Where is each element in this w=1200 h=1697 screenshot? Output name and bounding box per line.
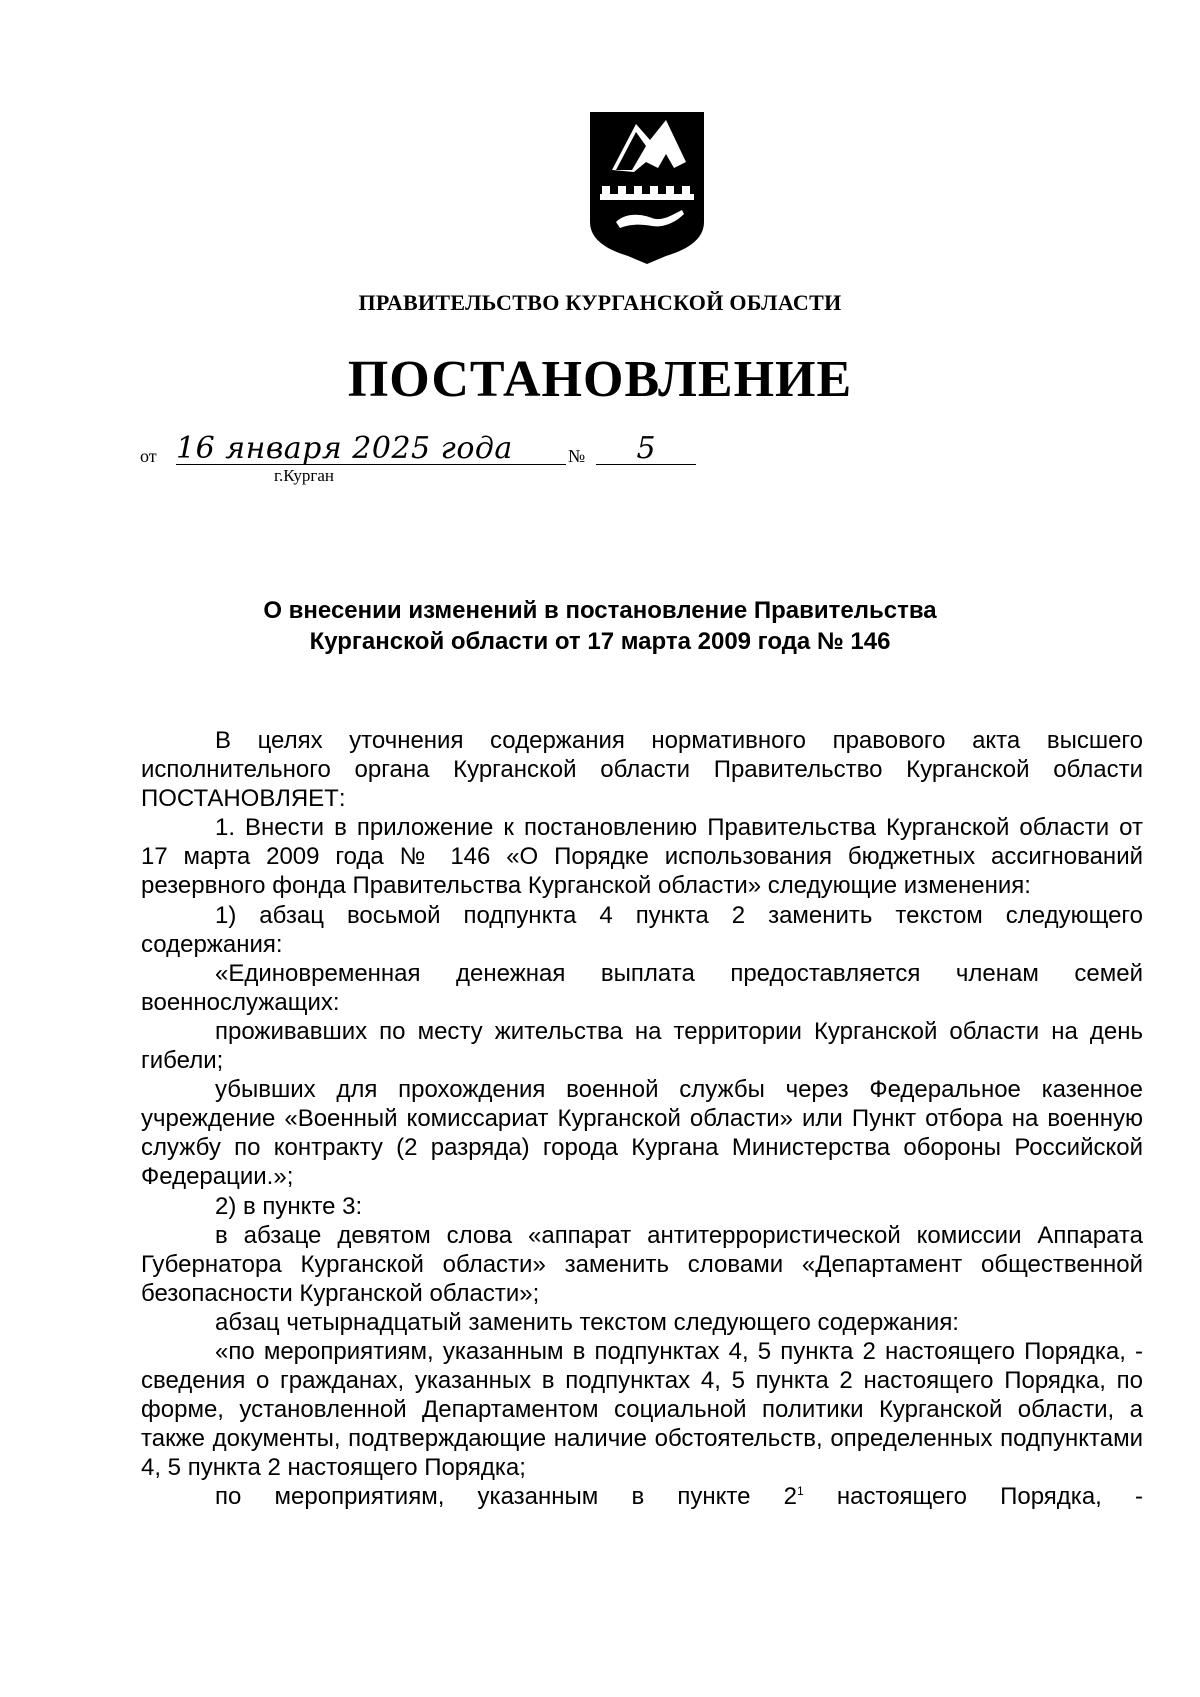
document-city: г.Курган <box>274 466 334 485</box>
paragraph: в абзаце девятом слова «аппарат антитеррористической комиссии Аппарата Губернатора Курганской области» заменить словами «Департамент общественной безопасности Курганской области»; <box>141 1221 1143 1307</box>
document-subject <box>150 595 1050 657</box>
paragraph: абзац четырнадцатый заменить текстом следующего содержания: <box>215 1308 959 1336</box>
document-date: 16 января 2025 года <box>176 434 566 465</box>
document-meta <box>140 431 660 485</box>
paragraph: 2) в пункте 3: <box>215 1192 363 1220</box>
government-name: ПРАВИТЕЛЬСТВО КУРГАНСКОЙ ОБЛАСТИ <box>358 290 842 315</box>
paragraph: 1) абзац восьмой подпункта 4 пункта 2 заменить текстом следующего содержания: <box>141 901 1143 958</box>
date-prefix: от <box>140 446 157 466</box>
paragraph <box>141 1482 1143 1511</box>
paragraph: «по мероприятиям, указанным в подпунктах 4, 5 пункта 2 настоящего Порядка, - сведения о гражданах, указанных в подпунктах 4, 5 пункта 2 настоящего Порядка, по форме, установленной Департаментом социальной политики Курганской области, а также документы, подтверждающие наличие обстоятельств, определенных подпунктами 4, 5 пункта 2 настоящего Порядка; <box>141 1337 1143 1482</box>
document-body <box>141 726 1143 1512</box>
subject-line: О внесении изменений в постановление Правительства <box>263 597 937 624</box>
subject-line: Курганской области от 17 марта 2009 года № 146 <box>309 628 891 655</box>
paragraph: 1. Внести в приложение к постановлению Правительства Курганской области от 17 марта 2009 года № 146 «О Порядке использования бюджетных ассигнований резервного фонда Правительства Курганской области» следующие изменения: <box>141 814 1143 900</box>
document-number: 5 <box>596 434 696 465</box>
document-kind: ПОСТАНОВЛЕНИЕ <box>347 351 853 408</box>
number-label: № <box>568 446 586 466</box>
paragraph: проживавших по месту жительства на территории Курганской области на день гибели; <box>141 1017 1143 1075</box>
superscript: 1 <box>797 1484 804 1499</box>
paragraph: «Единовременная денежная выплата предоставляется членам семей военнослужащих: <box>141 959 1143 1016</box>
paragraph-text: настоящего Порядка, - <box>803 1483 1144 1511</box>
coat-of-arms-icon <box>586 110 708 266</box>
paragraph: В целях уточнения содержания нормативного правового акта высшего исполнительного органа Курганской области Правительство Курганской области ПОСТАНОВЛЯЕТ: <box>141 727 1143 813</box>
paragraph-text: по мероприятиям, указанным в пункте 2 <box>215 1483 797 1511</box>
paragraph: убывших для прохождения военной службы через Федеральное казенное учреждение «Военный комиссариат Курганской области» или Пункт отбора на военную службу по контракту (2 разряда) города Кургана Министерства обороны Российской Федерации.»; <box>141 1076 1143 1191</box>
